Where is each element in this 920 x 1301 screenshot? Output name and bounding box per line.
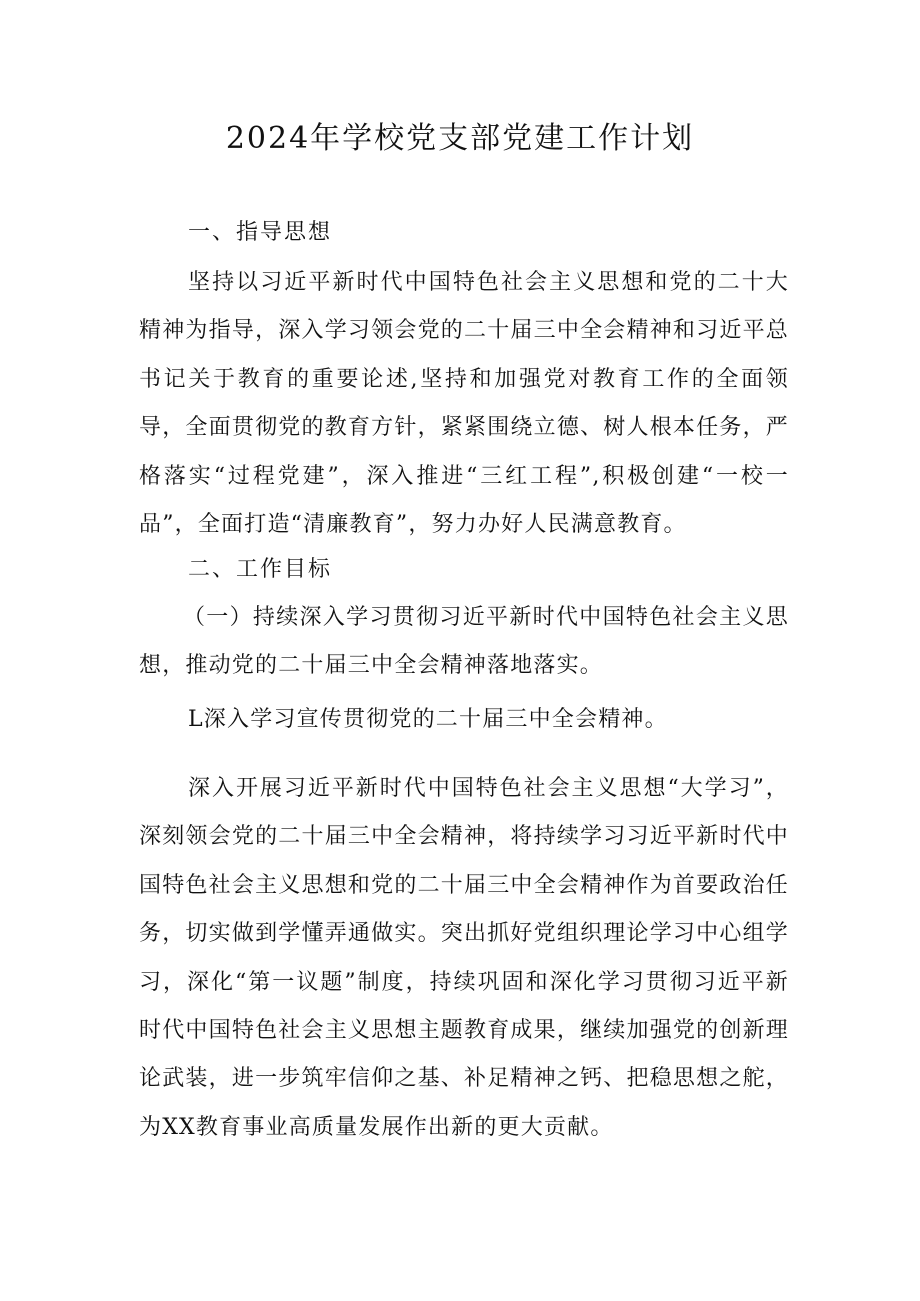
goal-subheading: （一）持续深入学习贯彻习近平新时代中国特色社会主义思想，推动党的二十届三中全会精神落地落实。 xyxy=(139,605,789,678)
goal-paragraph: 深入开展习近平新时代中国特色社会主义思想“大学习”，深刻领会党的二十届三中全会精神，将持续学习习近平新时代中国特色社会主义思想和党的二十届三中全会精神作为首要政治任务，切实做到学懂弄通做实。突出抓好党组织理论学习中心组学习，深化“第一议题”制度，持续巩固和深化学习贯彻习近平新时代中国特色社会主义思想主题教育成果，继续加强党的创新理论武装，进一步筑牢信仰之基、补足精神之钙、把稳思想之舵，为XX教育事业高质量发展作出新的更大贡献。 xyxy=(139,776,789,1140)
section-heading-guiding-thought: 一、指导思想 xyxy=(188,220,333,245)
section-heading-work-goals: 二、工作目标 xyxy=(188,557,333,582)
document-title: 2024年学校党支部党建工作计划 xyxy=(225,121,695,156)
goal-item: L深入学习宣传贯彻党的二十届三中全会精神。 xyxy=(188,707,668,732)
guiding-thought-paragraph: 坚持以习近平新时代中国特色社会主义思想和党的二十大精神为指导，深入学习领会党的二十届三中全会精神和习近平总书记关于教育的重要论述,坚持和加强党对教育工作的全面领导，全面贯彻党的教育方针，紧紧围绕立德、树人根本任务，严格落实“过程党建”，深入推进“三红工程”,积极创建“一校一品”，全面打造“清廉教育”，努力办好人民满意教育。 xyxy=(139,270,789,538)
